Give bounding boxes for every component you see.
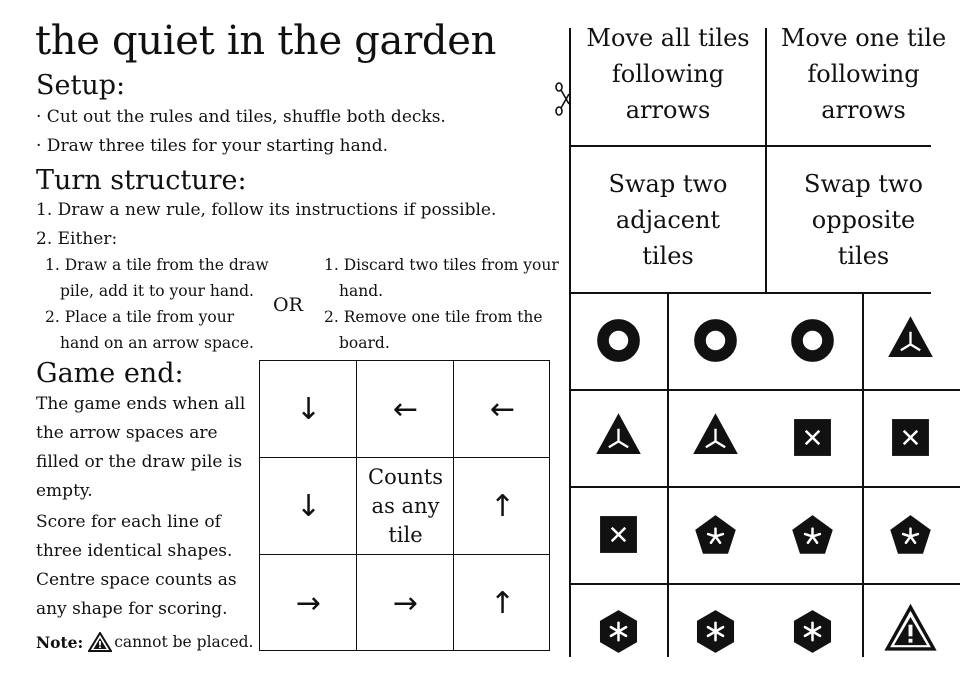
tile-hexagon (764, 583, 861, 680)
game-end-heading: Game end: (36, 358, 184, 389)
board-cell-arrow-right: → (295, 586, 322, 621)
tile-square (764, 389, 861, 486)
triangle-icon (667, 389, 764, 486)
setup-heading: Setup: (36, 70, 126, 101)
tile-triangle (862, 292, 959, 389)
circle-icon (764, 292, 861, 389)
pentagon-icon (764, 486, 861, 583)
board-divider (260, 554, 549, 556)
turn-heading: Turn structure: (36, 165, 247, 196)
score-line: Score for each line of (36, 512, 221, 532)
game-end-line: empty. (36, 481, 93, 501)
tile-pentagon (862, 486, 959, 583)
left-option-line-4: hand on an arrow space. (60, 334, 254, 352)
or-label: OR (273, 294, 303, 316)
setup-line-1: · Cut out the rules and tiles, shuffle both decks. (36, 107, 446, 127)
tile-triangle (570, 389, 667, 486)
square-icon (862, 389, 959, 486)
board-cell-centre: Counts as any tile (368, 465, 443, 547)
left-option-line-1: 1. Draw a tile from the draw (45, 256, 269, 274)
warning-icon (88, 632, 112, 652)
right-option-line-3: 2. Remove one tile from the (324, 308, 543, 326)
board-cell-arrow-up: ↑ (489, 489, 516, 524)
pentagon-icon (862, 486, 959, 583)
tile-square (862, 389, 959, 486)
hexagon-icon (667, 583, 764, 680)
scissors-icon (554, 82, 572, 116)
board-cell-arrow-up: ↑ (489, 586, 516, 621)
tile-hexagon (667, 583, 764, 680)
game-end-line: The game ends when all (36, 394, 246, 414)
board-divider (453, 361, 455, 650)
turn-step-2: 2. Either: (36, 229, 118, 249)
left-option-line-3: 2. Place a tile from your (45, 308, 235, 326)
game-board (259, 360, 550, 651)
rule-card-move-one: Move one tile following arrows (780, 24, 947, 124)
score-line: any shape for scoring. (36, 599, 228, 619)
tile-circle (667, 292, 764, 389)
tile-circle (764, 292, 861, 389)
board-cell-arrow-right: → (392, 586, 419, 621)
hexagon-icon (764, 583, 861, 680)
note-label: Note: (36, 632, 84, 652)
score-line: Centre space counts as (36, 570, 237, 590)
game-end-line: the arrow spaces are (36, 423, 218, 443)
board-cell-arrow-left: ← (392, 392, 419, 427)
score-line: three identical shapes. (36, 541, 233, 561)
pentagon-icon (667, 486, 764, 583)
board-cell-arrow-down: ↓ (295, 489, 322, 524)
turn-step-1: 1. Draw a new rule, follow its instructions if possible. (36, 200, 497, 220)
tile-pentagon (667, 486, 764, 583)
square-icon (764, 389, 861, 486)
left-option-line-2: pile, add it to your hand. (60, 282, 254, 300)
rule-card-swap-adjacent: Swap two adjacent tiles (608, 170, 728, 270)
tile-circle (570, 292, 667, 389)
game-end-text (36, 390, 245, 624)
cut-line (569, 145, 931, 147)
board-divider (356, 361, 358, 650)
triangle-icon (862, 292, 959, 389)
board-divider (260, 457, 549, 459)
tile-square (570, 486, 667, 583)
rule-card-move-all: Move all tiles following arrows (586, 24, 750, 124)
tile-pentagon (764, 486, 861, 583)
right-option-line-2: hand. (339, 282, 384, 300)
circle-icon (570, 292, 667, 389)
tile-hexagon (570, 583, 667, 680)
rule-card-swap-opposite: Swap two opposite tiles (804, 170, 923, 270)
note-text: cannot be placed. (114, 633, 254, 651)
game-end-line: filled or the draw pile is (36, 452, 243, 472)
square-icon (570, 486, 667, 583)
page-title: the quiet in the garden (35, 18, 497, 64)
hexagon-icon (570, 583, 667, 680)
right-option-line-4: board. (339, 334, 390, 352)
setup-line-2: · Draw three tiles for your starting hand. (36, 136, 388, 156)
board-cell-arrow-down: ↓ (295, 392, 322, 427)
board-cell-arrow-left: ← (489, 392, 516, 427)
tile-warning (862, 583, 959, 680)
tile-triangle (667, 389, 764, 486)
note (36, 632, 253, 652)
circle-icon (667, 292, 764, 389)
warning-icon (862, 583, 959, 680)
triangle-icon (570, 389, 667, 486)
right-option-line-1: 1. Discard two tiles from your (324, 256, 559, 274)
